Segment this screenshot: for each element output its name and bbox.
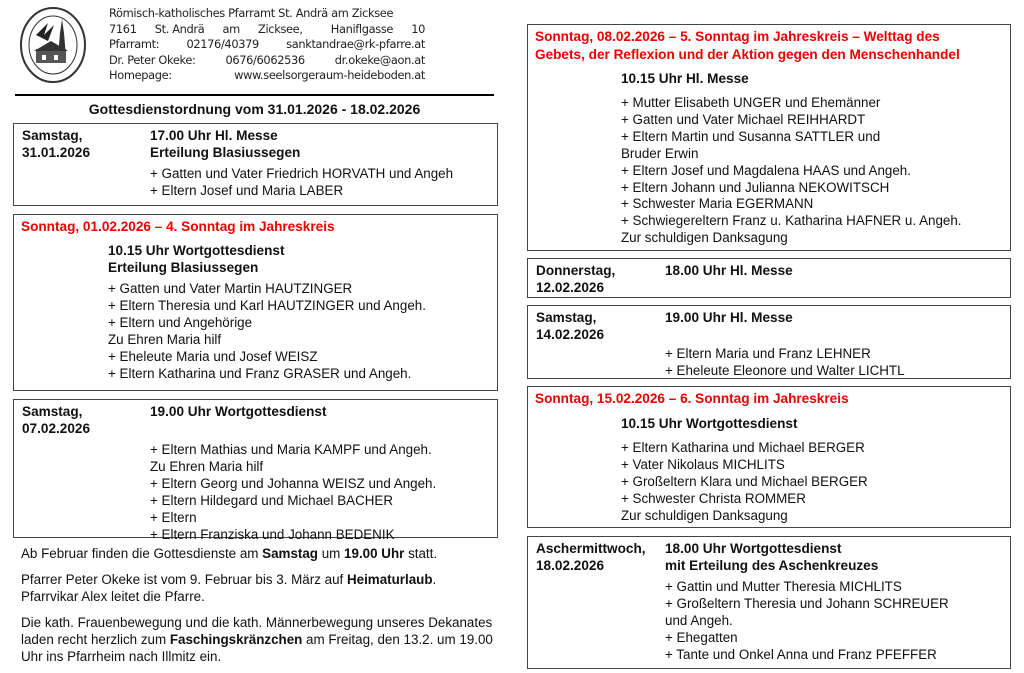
- parish-name: Römisch-katholisches Pfarramt St. Andrä am Zicksee: [109, 6, 394, 20]
- service-entry-2026-02-15: [527, 386, 1011, 528]
- entry-day: Samstag,: [22, 128, 83, 143]
- service-title: 10.15 Uhr Wortgottesdienst: [621, 416, 798, 431]
- service-entry-2026-02-01: [13, 214, 498, 391]
- note-priest-leave: Pfarrer Peter Okeke ist vom 9. Februar bis 3. März auf Heimaturlaub. Pfarrvikar Alex leitet die Pfarre.: [21, 572, 437, 604]
- entry-date: 18.02.2026: [536, 558, 605, 573]
- service-entry-2026-02-18: [527, 536, 1011, 669]
- service-title: 18.00 Uhr Wortgottesdienst: [665, 541, 842, 556]
- parish-address: 7161 St. Andrä am Zicksee, Haniflgasse 10: [109, 21, 425, 36]
- priest-contact: Dr. Peter Okeke: 0676/6062536 dr.okeke@aon.at: [109, 52, 425, 67]
- office-email-link[interactable]: sanktandrae@rk-pfarre.at: [286, 37, 425, 52]
- entry-day: Aschermittwoch,: [536, 541, 646, 556]
- service-subtitle: mit Erteilung des Aschenkreuzes: [665, 558, 879, 573]
- office-phone: 02176/40379: [186, 37, 259, 52]
- service-title: 10.15 Uhr Hl. Messe: [621, 71, 749, 86]
- intentions-list: + Eltern Katharina und Michael BERGER + Vater Nikolaus MICHLITS + Großeltern Klara und Michael BERGER + Schwester Christa ROMMER Zur schuldigen Danksagung: [621, 440, 868, 523]
- page-title: Gottesdienstordnung vom 31.01.2026 - 18.02.2026: [88, 101, 421, 117]
- priest-email-link[interactable]: dr.okeke@aon.at: [334, 52, 425, 67]
- service-subtitle: Erteilung Blasiussegen: [150, 145, 301, 160]
- service-entry-2026-02-07: [13, 399, 498, 542]
- entry-date: 07.02.2026: [22, 421, 91, 436]
- header-divider: [15, 94, 494, 96]
- service-subtitle: Erteilung Blasiussegen: [108, 260, 259, 275]
- intentions-list: + Gatten und Vater Martin HAUTZINGER + Eltern Theresia und Karl HAUTZINGER und Angeh. + Eltern und Angehörige Zu Ehren Maria hilf + Eheleute Maria und Josef WEISZ + Eltern Katharina und Franz GRASER und Angeh.: [108, 281, 426, 381]
- entry-date: 31.01.2026: [22, 145, 91, 160]
- sunday-heading: Sonntag, 08.02.2026 – 5. Sonntag im Jahreskreis – Welttag des Gebets, der Reflexion und der Aktion gegen den Menschenhandel: [535, 29, 960, 62]
- note-carnival-event: Die kath. Frauenbewegung und die kath. Männerbewegung unseres Dekanates laden recht herzlich zum Faschingskränzchen am Freitag, den 13.2. um 19.00 Uhr ins Pfarrheim nach Illmitz ein.: [21, 615, 493, 664]
- intentions-list: + Gatten und Vater Friedrich HORVATH und Angeh + Eltern Josef und Maria LABER: [150, 166, 454, 198]
- service-entry-2026-02-14: [527, 305, 1011, 379]
- parish-office-contact: Pfarramt: 02176/40379 sanktandrae@rk-pfarre.at: [109, 37, 425, 52]
- intentions-list: + Eltern Maria und Franz LEHNER + Eheleute Eleonore und Walter LICHTL: [665, 346, 905, 378]
- entry-date: 14.02.2026: [536, 327, 605, 342]
- service-entry-2026-02-08: [527, 24, 1011, 251]
- note-saturday-time: Ab Februar finden die Gottesdienste am Samstag um 19.00 Uhr statt.: [21, 546, 438, 561]
- priest-phone: 0676/6062536: [225, 52, 305, 67]
- homepage-row: Homepage: www.seelsorgeraum-heideboden.at: [109, 68, 425, 83]
- intentions-list: + Gattin und Mutter Theresia MICHLITS + Großeltern Theresia und Johann SCHREUER und Angeh. + Ehegatten + Tante und Onkel Anna und Franz PFEFFER: [665, 579, 949, 662]
- parish-contact-header: [109, 6, 425, 84]
- service-title: 19.00 Uhr Hl. Messe: [665, 310, 793, 325]
- service-entry-2026-02-12: [527, 258, 1011, 298]
- parish-seal-logo: [18, 5, 88, 85]
- service-title: 10.15 Uhr Wortgottesdienst: [108, 243, 285, 258]
- service-title: 19.00 Uhr Wortgottesdienst: [150, 404, 327, 419]
- service-entry-2026-01-31: [13, 123, 498, 206]
- service-title: 18.00 Uhr Hl. Messe: [665, 263, 793, 278]
- sunday-heading: Sonntag, 01.02.2026 – 4. Sonntag im Jahreskreis: [21, 219, 335, 234]
- entry-date: 12.02.2026: [536, 280, 605, 295]
- entry-day: Samstag,: [22, 404, 83, 419]
- homepage-link[interactable]: www.seelsorgeraum-heideboden.at: [234, 68, 425, 83]
- service-title: 17.00 Uhr Hl. Messe: [150, 128, 278, 143]
- entry-day: Samstag,: [536, 310, 597, 325]
- sunday-heading: Sonntag, 15.02.2026 – 6. Sonntag im Jahreskreis: [535, 391, 849, 406]
- intentions-list: + Eltern Mathias und Maria KAMPF und Angeh. Zu Ehren Maria hilf + Eltern Georg und Johanna WEISZ und Angeh. + Eltern Hildegard und Michael BACHER + Eltern + Eltern Franziska und Johann BEDENIK: [150, 442, 437, 542]
- entry-day: Donnerstag,: [536, 263, 616, 278]
- intentions-list: + Mutter Elisabeth UNGER und Ehemänner + Gatten und Vater Michael REIHHARDT + Eltern Martin und Susanna SATTLER und Bruder Erwin + Eltern Josef und Magdalena HAAS und Angeh. + Eltern Johann und Julianna NEKOWITSCH + Schwester Maria EGERMANN + Schwiegereltern Franz u. Katharina HAFNER u. Angeh. Zur schuldigen Danksagung: [621, 95, 962, 246]
